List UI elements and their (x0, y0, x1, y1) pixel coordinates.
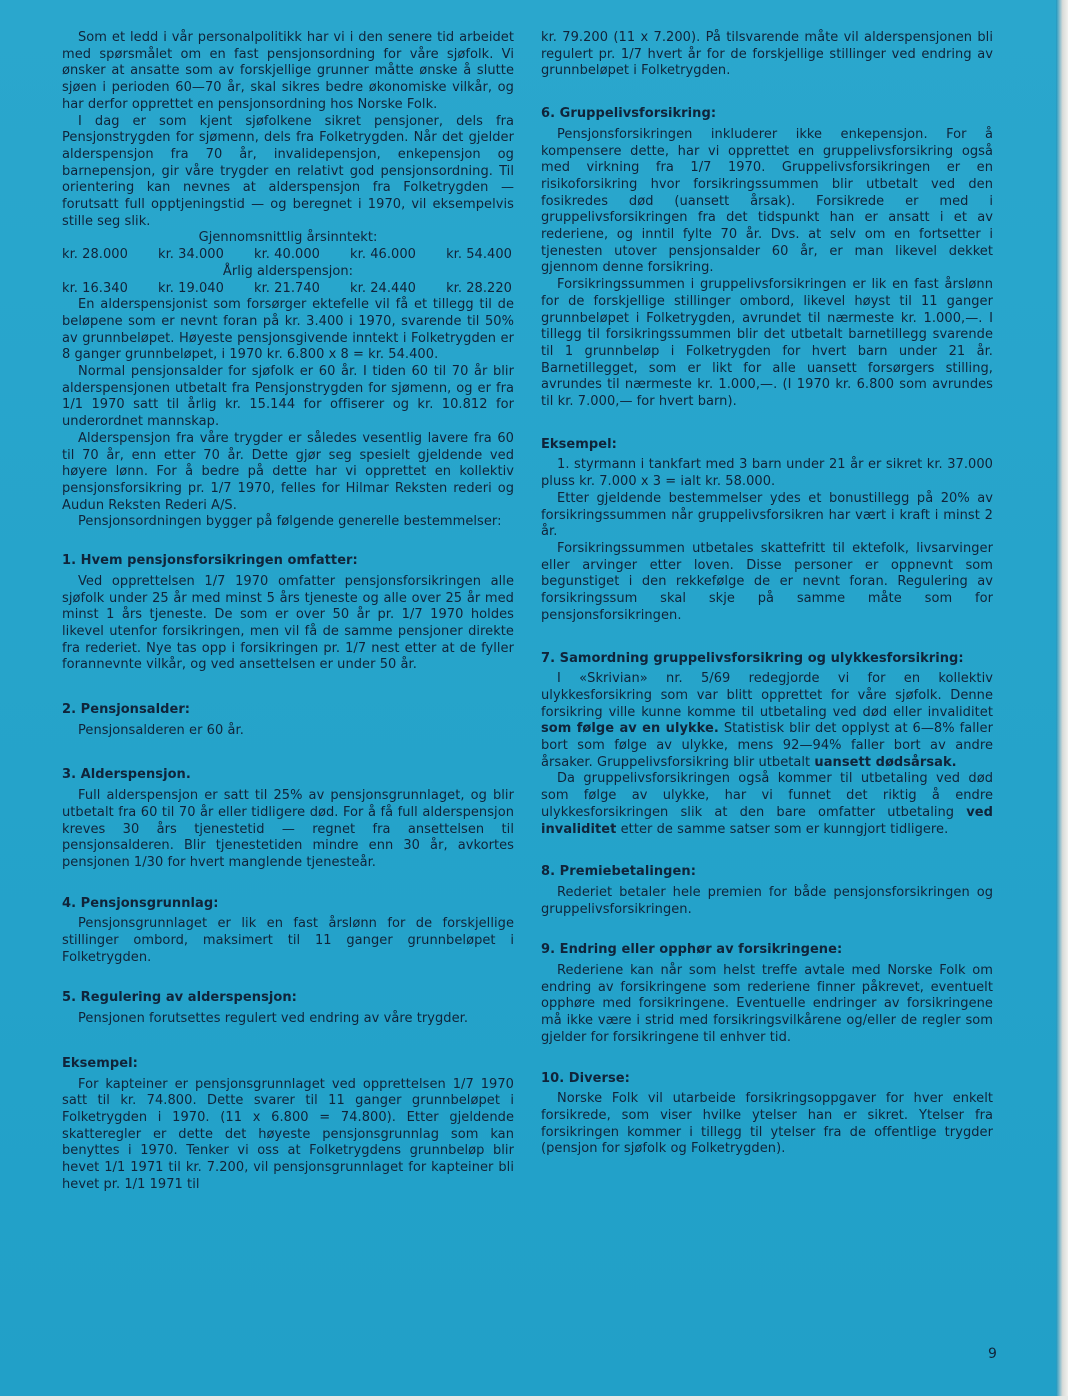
example-2-paragraph-2: Etter gjeldende bestemmelser ydes et bonustillegg på 20% av forsikringssummen når gruppelivsforsikren har vært i kraft i minst 2 år. (541, 490, 993, 540)
body-paragraph: En alderspensjonist som forsørger ektefelle vil få et tillegg til de beløpene som er nevnt foran på kr. 3.400 i 1970, svarende til 50% av grunnbeløpet. Høyeste pensjonsgivende inntekt i Folketrygden er 8 ganger grunnbeløpet, i 1970 kr. 6.800 x 8 = kr. 54.400. (62, 297, 514, 363)
section-7-emphasis: uansett dødsårsak. (814, 754, 957, 770)
section-4-heading: 4. Pensjonsgrunnlag: (62, 895, 219, 911)
left-column (62, 30, 514, 1193)
section-7-paragraph-2 (541, 771, 993, 838)
section-7-heading: 7. Samordning gruppelivsforsikring og ulykkesforsikring: (541, 650, 964, 666)
section-5-heading: 5. Regulering av alderspensjon: (62, 990, 297, 1006)
section-5-text: Pensjonen forutsettes regulert ved endring av våre trygder. (78, 1011, 469, 1027)
pension-cell: kr. 21.740 (254, 280, 320, 296)
income-table-row (62, 247, 514, 264)
income-cell: kr. 46.000 (350, 247, 416, 263)
section-7-text: etter de samme satser som er kunngjort tidligere. (616, 821, 949, 837)
section-2-heading: 2. Pensjonsalder: (62, 702, 191, 718)
section-10-heading: 10. Diverse: (541, 1070, 630, 1086)
example-text: For kapteiner er pensjonsgrunnlaget ved opprettelsen 1/7 1970 satt til kr. 74.800. Dette svarer til 11 ganger grunnbeløpet i Folketrygden i 1970. (11 x 6.800 = 74.800). Etter gjeldende skatteregler er dette det høyeste pensjonsgrunnlag som kan benyttes i 1970. Tenker vi oss at Folketrygdens grunnbeløp blir hevet 1/1 1971 til kr. 7.200, vil pensjonsgrunnlaget for kapteiner bli hevet pr. 1/1 1971 til (62, 1076, 514, 1192)
section-2-text: Pensjonsalderen er 60 år. (78, 722, 244, 738)
section-6-paragraph-1: Pensjonsforsikringen inkluderer ikke enkepensjon. For å kompensere dette, har vi opprettet en gruppelivsforsikring også med virkning fra 1/7 1970. Gruppelivsforsikringen er en risikoforsikring hvor forsikringssummen blir utbetalt ved den fosikredes død (uansett årsak). Forsikrede er med i gruppelivsforsikringen fra det tidspunkt han er ansatt i et av rederiene, og inntil fylte 70 år. Dvs. at selv om en fortsetter i tjenesten utover pensjonsalder 60 år, er man likevel dekket gjennom denne forsikring. (541, 126, 993, 276)
pension-cell: kr. 16.340 (62, 280, 128, 296)
section-4-text: Pensjonsgrunnlaget er lik en fast årslønn for de forskjellige stillinger ombord, maksimert til 11 ganger grunnbeløpet i Folketrygden. (62, 916, 514, 965)
section-7-text: I «Skrivian» nr. 5/69 redegjorde vi for en kollektiv ulykkesforsikring som var blitt opprettet for våre sjøfolk. Denne forsikring ville kunne komme til utbetaling ved død eller invaliditet (541, 671, 993, 720)
example-2-paragraph-3: Forsikringssummen utbetales skattefritt til ektefolk, livsarvinger eller arvinger etter loven. Disse personer er oppnevnt som begunstiget i den rekkefølge de er nevnt foran. Regulering av forsikringssum skal skje på samme måte som for pensjonsforsikringen. (541, 540, 993, 623)
section-1-text: Ved opprettelsen 1/7 1970 omfatter pensjonsforsikringen alle sjøfolk under 25 år med minst 5 års tjeneste og alle over 25 år med minst 1 års tjeneste. De som er over 50 år pr. 1/7 1970 holdes likevel utenfor forsikringen, men vil få de samme pensjoner direkte fra rederiet. Nye tas opp i forsikringen pr. 1/7 nest etter at de fyller forannevnte vilkår, og ved ansettelsen er under 50 år. (62, 573, 514, 673)
income-table-heading: Gjennomsnittlig årsinntekt: (198, 230, 378, 246)
section-6-paragraph-2: Forsikringssummen i gruppelivsforsikringen er lik en fast årslønn for de forskjellige stillinger ombord, likevel høyst til 11 ganger grunnbeløpet i Folketrygden, avrundet til nærmeste kr. 1.000,—. I tillegg til forsikringssummen blir det utbetalt barnetillegg svarende til 1 grunnbeløp i Folketrygden for hvert barn under 21 år. Barnetillegget, som er likt for alle uansett forsørgers stilling, avrundes til nærmeste kr. 1.000,—. (I 1970 kr. 6.800 som avrundes til kr. 7.000,— for hvert barn). (541, 277, 993, 410)
income-cell: kr. 40.000 (254, 247, 320, 263)
section-9-text: Rederiene kan når som helst treffe avtale med Norske Folk om endring av forsikringene som rederiene finner påkrevet, eventuelt opphøre med forsikringene. Eventuelle endringer av forsikringene må ikke være i strid med forsikringsvilkårene og/eller de regler som gjelder for forsikringene til enhver tid. (541, 963, 993, 1045)
income-cell: kr. 34.000 (158, 247, 224, 263)
pension-cell: kr. 19.040 (158, 280, 224, 296)
right-column (541, 30, 993, 1158)
section-10-text: Norske Folk vil utarbeide forsikringsoppgaver for hver enkelt forsikrede, som viser hvilke ytelser han er sikret. Ytelser fra forsikringen kommer i tillegg til ytelser fra de offentlige trygder (pensjon for sjøfolk og Folketrygden). (541, 1091, 993, 1157)
pension-table-row (62, 281, 514, 298)
pension-cell: kr. 28.220 (446, 280, 512, 296)
section-7-emphasis: ved invaliditet (541, 804, 993, 837)
page-number: 9 (988, 1346, 997, 1362)
section-6-heading: 6. Gruppelivsforsikring: (541, 106, 717, 122)
intro-paragraph-2: I dag er som kjent sjøfolkene sikret pensjoner, dels fra Pensjonstrygden for sjømenn, dels fra Folketrygden. Når det gjelder alderspensjon fra 70 år, invalidepensjon, enkepensjon og barnepensjon, gir våre trygder en relativt god pensjonsordning. Til orientering kan nevnes at alderspensjon fra Folketrygden — forutsatt full opptjeningstid — og beregnet i 1970, vil eksempelvis stille seg slik. (62, 113, 514, 229)
intro-paragraph-1: Som et ledd i vår personalpolitikk har vi i den senere tid arbeidet med spørsmålet om en fast pensjonsordning for våre sjøfolk. Vi ønsker at ansatte som av forskjellige grunner måtte ønske å slutte sjøen i perioden 60—70 år, skal sikres bedre økonomiske vilkår, og har derfor opprettet en pensjonsordning hos Norske Folk. (62, 30, 514, 112)
body-paragraph: Normal pensjonsalder for sjøfolk er 60 år. I tiden 60 til 70 år blir alderspensjonen utbetalt fra Pensjonstrygden for sjømenn, og er fra 1/1 1970 satt til årlig kr. 15.144 for offiserer og kr. 10.812 for underordnet mannskap. (62, 364, 514, 430)
section-3-heading: 3. Alderspensjon. (62, 767, 191, 783)
income-cell: kr. 28.000 (62, 247, 128, 263)
pension-cell: kr. 24.440 (350, 280, 416, 296)
section-3-text: Full alderspensjon er satt til 25% av pensjonsgrunnlaget, og blir utbetalt fra 60 til 70 år eller tidligere død. For å få full alderspensjon kreves 30 års tjenestetid — regnet fra ansettelsen til pensjonsalderen. Blir tjenestetiden mindre enn 30 år, avkortes pensjonen 1/30 for hvert manglende tjenesteår. (62, 788, 514, 870)
section-7-paragraph-1 (541, 671, 993, 771)
example-2-paragraph-1: 1. styrmann i tankfart med 3 barn under 21 år er sikret kr. 37.000 pluss kr. 7.000 x 3 = ialt kr. 58.000. (541, 457, 993, 490)
section-7-emphasis: som følge av en ulykke. (541, 721, 719, 737)
section-9-heading: 9. Endring eller opphør av forsikringene: (541, 942, 843, 958)
section-7-text: Statistisk blir det opplyst at 6—8% faller bort som følge av ulykke, mens 92—94% faller bort av andre årsaker. Gruppelivsforsikring blir utbetalt (541, 721, 993, 770)
example-2-heading: Eksempel: (541, 436, 617, 452)
continued-paragraph: kr. 79.200 (11 x 7.200). På tilsvarende måte vil alderspensjonen bli regulert pr. 1/7 hvert år for de forskjellige stillinger ved endring av grunnbeløpet i Folketrygden. (541, 30, 993, 79)
section-8-heading: 8. Premiebetalingen: (541, 864, 696, 880)
page-bottom-edge (0, 1396, 1068, 1400)
section-8-text: Rederiet betaler hele premien for både pensjonsforsikringen og gruppelivsforsikringen. (541, 884, 993, 917)
page-edge (1056, 0, 1068, 1400)
body-paragraph: Alderspensjon fra våre trygder er således vesentlig lavere fra 60 til 70 år, enn etter 70 år. Dette gjør seg spesielt gjeldende ved høyere lønn. For å bedre på dette har vi opprettet en kollektiv pensjonsforsikring pr. 1/7 1970, felles for Hilmar Reksten rederi og Audun Reksten Rederi A/S. (62, 430, 514, 513)
section-1-heading: 1. Hvem pensjonsforsikringen omfatter: (62, 553, 358, 569)
section-7-text: Da gruppelivsforsikringen også kommer til utbetaling ved død som følge av ulykke, har vi funnet det riktig å endre ulykkesforsikringen slik at den bare omfatter utbetaling (541, 771, 993, 820)
income-cell: kr. 54.400 (446, 247, 512, 263)
body-paragraph: Pensjonsordningen bygger på følgende generelle bestemmelser: (78, 514, 502, 530)
pension-table-heading: Årlig alderspensjon: (222, 263, 354, 279)
example-heading: Eksempel: (62, 1055, 138, 1071)
